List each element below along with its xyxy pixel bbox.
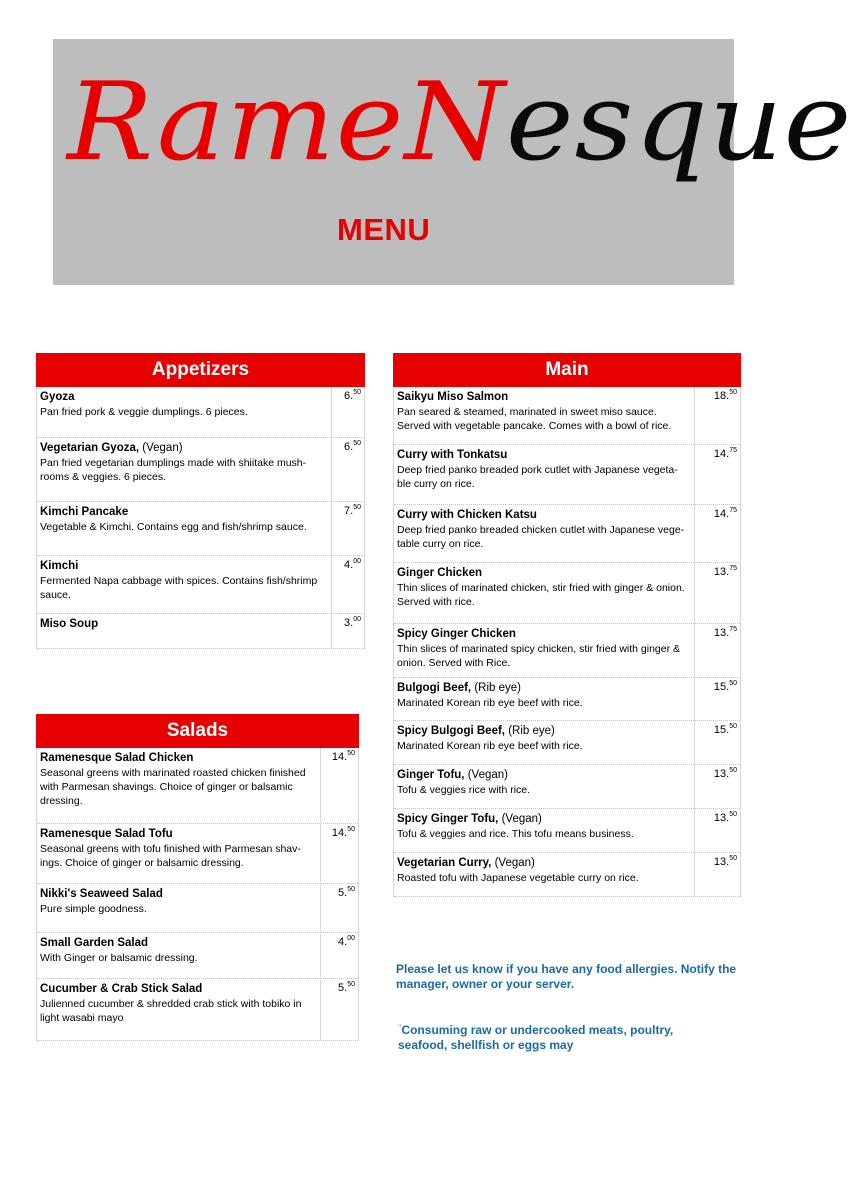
menu-item	[394, 505, 740, 563]
item-price: 4.00	[320, 933, 358, 978]
item-price: 13.50	[694, 853, 740, 896]
item-price: 6.50	[331, 438, 364, 501]
item-description: Vegetable & Kimchi. Contains egg and fish/shrimp sauce.	[40, 521, 307, 533]
salads-list	[36, 748, 359, 1041]
item-description: Deep fried panko breaded chicken cutlet with Japanese vege-table curry on rice.	[397, 524, 685, 550]
menu-item	[37, 979, 358, 1041]
item-price: 14.50	[320, 748, 358, 823]
item-description: Julienned cucumber & shredded crab stick with tobiko in light wasabi mayo	[40, 998, 302, 1024]
appetizers-section	[36, 353, 365, 649]
item-description: With Ginger or balsamic dressing.	[40, 952, 198, 964]
item-description: Marinated Korean rib eye beef with rice.	[397, 740, 583, 752]
item-name: Vegetarian Gyoza,	[40, 442, 140, 454]
logo-text-n: N	[404, 60, 506, 185]
item-description: Tofu & veggies rice with rice.	[397, 784, 531, 796]
menu-item	[394, 563, 740, 624]
logo-text-rame: Rame	[67, 60, 405, 185]
item-description: Deep fried panko breaded pork cutlet with Japanese vegeta-ble curry on rice.	[397, 464, 678, 490]
item-price: 13.75	[694, 624, 740, 677]
menu-item	[37, 884, 358, 933]
item-description: Pan seared & steamed, marinated in sweet miso sauce. Served with vegetable pancake. Comes with a bowl of rice.	[397, 406, 672, 432]
menu-item	[37, 556, 364, 614]
raw-food-text: Consuming raw or undercooked meats, poultry, seafood, shellfish or eggs may	[398, 1023, 674, 1052]
item-description: Pan fried vegetarian dumplings made with shiitake mush-rooms & veggies. 6 pieces.	[40, 457, 307, 483]
salads-section	[36, 714, 359, 1041]
item-price: 13.50	[694, 809, 740, 852]
item-description: Seasonal greens with marinated roasted chicken finished with Parmesan shavings. Choice of ginger or balsamic dressing.	[40, 767, 306, 807]
allergy-note: Please let us know if you have any food allergies. Notify the manager, owner or your server.	[396, 962, 737, 991]
item-name: Miso Soup	[40, 618, 99, 630]
menu-item	[394, 387, 740, 445]
item-description: Pan fried pork & veggie dumplings. 6 pieces.	[40, 406, 248, 418]
item-name: Kimchi Pancake	[40, 506, 129, 518]
item-price: 7.50	[331, 502, 364, 555]
item-description: Roasted tofu with Japanese vegetable curry on rice.	[397, 872, 639, 884]
item-description: Fermented Napa cabbage with spices. Contains fish/shrimp sauce.	[40, 575, 318, 601]
item-description: Thin slices of marinated chicken, stir fried with ginger & onion. Served with rice.	[397, 582, 685, 608]
item-description: Marinated Korean rib eye beef with rice.	[397, 697, 583, 709]
item-price: 3.00	[331, 614, 364, 648]
menu-item: Bulgogi Beef, (Rib eye) Marinated Korean rib eye beef with rice. 15.50	[394, 678, 740, 721]
item-price: 15.50	[694, 678, 740, 720]
item-price: 13.50	[694, 765, 740, 808]
item-price: 4.00	[331, 556, 364, 613]
appetizers-header: Appetizers	[36, 353, 365, 387]
item-name: Nikki's Seaweed Salad	[40, 888, 163, 900]
brand-logo	[67, 60, 852, 185]
item-description: Tofu & veggies and rice. This tofu means business.	[397, 828, 634, 840]
menu-title: MENU	[337, 212, 431, 247]
item-name: Spicy Ginger Chicken	[397, 628, 516, 640]
item-name: Ginger Chicken	[397, 567, 482, 579]
menu-item	[37, 502, 364, 556]
main-section	[393, 353, 741, 897]
menu-item	[37, 748, 358, 824]
item-suffix: (Vegan)	[139, 442, 183, 454]
item-price: 5.50	[320, 979, 358, 1040]
item-name: Ramenesque Salad Chicken	[40, 752, 194, 764]
menu-item: Ginger Tofu, (Vegan) Tofu & veggies rice with rice. 13.50	[394, 765, 740, 809]
main-list	[393, 387, 741, 897]
logo-text-esque: esque	[505, 60, 852, 185]
item-name: Curry with Tonkatsu	[397, 449, 508, 461]
item-name: Spicy Bulgogi Beef,	[397, 725, 505, 737]
main-header: Main	[393, 353, 741, 387]
item-description: Seasonal greens with tofu finished with Parmesan shav-ings. Choice of ginger or balsamic dressing.	[40, 843, 301, 869]
appetizers-list	[36, 387, 365, 649]
item-name: Bulgogi Beef,	[397, 682, 472, 694]
item-price: 18.50	[694, 387, 740, 444]
item-name: Vegetarian Curry,	[397, 857, 492, 869]
item-name: Curry with Chicken Katsu	[397, 509, 537, 521]
menu-item: Vegetarian Curry, (Vegan) Roasted tofu with Japanese vegetable curry on rice. 13.50	[394, 853, 740, 897]
menu-item	[394, 445, 740, 505]
menu-item	[37, 614, 364, 649]
item-price: 13.75	[694, 563, 740, 623]
menu-item: Spicy Bulgogi Beef, (Rib eye) Marinated Korean rib eye beef with rice. 15.50	[394, 721, 740, 765]
item-name: Cucumber & Crab Stick Salad	[40, 983, 203, 995]
menu-item	[394, 624, 740, 678]
item-name: Gyoza	[40, 391, 75, 403]
header-banner	[53, 39, 852, 285]
menu-item	[37, 438, 364, 502]
note-mark: ''	[398, 1023, 402, 1033]
menu-item	[37, 933, 358, 979]
item-name: Ramenesque Salad Tofu	[40, 828, 173, 840]
item-price: 14.50	[320, 824, 358, 883]
item-price: 6.50	[331, 387, 364, 437]
raw-food-note	[398, 1021, 698, 1053]
salads-header: Salads	[36, 714, 359, 748]
item-description: Thin slices of marinated spicy chicken, stir fried with ginger & onion. Served with Rice.	[397, 643, 681, 669]
menu-item	[37, 824, 358, 884]
item-name: Spicy Ginger Tofu,	[397, 813, 499, 825]
menu-item	[37, 387, 364, 438]
item-price: 5.50	[320, 884, 358, 932]
item-name: Kimchi	[40, 560, 79, 572]
menu-item: Spicy Ginger Tofu, (Vegan) Tofu & veggies and rice. This tofu means business. 13.50	[394, 809, 740, 853]
item-description: Pure simple goodness.	[40, 903, 147, 915]
item-name: Ginger Tofu,	[397, 769, 465, 781]
item-price: 14.75	[694, 445, 740, 504]
item-price: 14.75	[694, 505, 740, 562]
item-name: Small Garden Salad	[40, 937, 149, 949]
item-price: 15.50	[694, 721, 740, 764]
item-name: Saikyu Miso Salmon	[397, 391, 509, 403]
